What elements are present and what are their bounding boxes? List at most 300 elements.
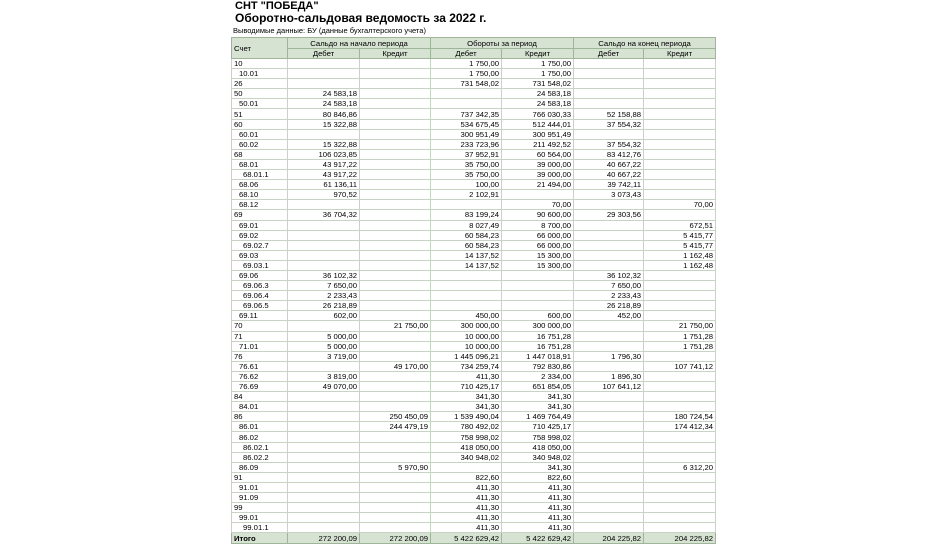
opening-debit-cell: 5 000,00: [288, 341, 360, 351]
opening-credit-cell: 244 479,19: [360, 422, 431, 432]
turnover-debit-cell: [431, 270, 502, 280]
opening-credit-cell: [360, 149, 431, 159]
closing-credit-cell: [644, 129, 716, 139]
table-row: [232, 523, 716, 533]
table-row: [232, 361, 716, 371]
closing-credit-cell: [644, 402, 716, 412]
turnover-debit-cell: [431, 462, 502, 472]
opening-debit-cell: [288, 240, 360, 250]
opening-credit-cell: 49 170,00: [360, 361, 431, 371]
opening-credit-cell: [360, 442, 431, 452]
column-header-account: Счет: [232, 38, 288, 59]
closing-credit-cell: [644, 371, 716, 381]
turnover-credit-cell: 15 300,00: [502, 260, 574, 270]
closing-debit-cell: [574, 472, 644, 482]
turnover-credit-cell: [502, 281, 574, 291]
table-row: [232, 382, 716, 392]
closing-credit-cell: [644, 270, 716, 280]
opening-debit-cell: 43 917,22: [288, 170, 360, 180]
opening-debit-cell: 80 846,86: [288, 109, 360, 119]
account-code: 76.62: [232, 371, 288, 381]
turnover-credit-cell: 758 998,02: [502, 432, 574, 442]
opening-debit-cell: 26 218,89: [288, 301, 360, 311]
closing-credit-cell: 174 412,34: [644, 422, 716, 432]
turnover-credit-cell: 24 583,18: [502, 89, 574, 99]
opening-debit-cell: [288, 432, 360, 442]
opening-debit-cell: 3 819,00: [288, 371, 360, 381]
table-row: [232, 452, 716, 462]
turnover-credit-cell: 1 469 764,49: [502, 412, 574, 422]
turnover-credit-cell: 411,30: [502, 482, 574, 492]
account-code: 71: [232, 331, 288, 341]
closing-debit-cell: [574, 523, 644, 533]
closing-debit-cell: [574, 422, 644, 432]
column-header-opening-credit: Кредит: [360, 49, 431, 59]
turnover-credit-cell: 24 583,18: [502, 99, 574, 109]
turnover-credit-cell: [502, 291, 574, 301]
opening-debit-cell: [288, 321, 360, 331]
column-header-turnover: Обороты за период: [431, 38, 574, 49]
closing-debit-cell: [574, 432, 644, 442]
closing-credit-cell: 6 312,20: [644, 462, 716, 472]
turnover-credit-cell: 411,30: [502, 503, 574, 513]
opening-credit-cell: [360, 270, 431, 280]
turnover-debit-cell: 60 584,23: [431, 230, 502, 240]
table-row: [232, 270, 716, 280]
account-code: 68.12: [232, 200, 288, 210]
turnover-credit-cell: 651 854,05: [502, 382, 574, 392]
turnover-credit-cell: 792 830,86: [502, 361, 574, 371]
closing-debit-cell: [574, 240, 644, 250]
closing-debit-cell: [574, 230, 644, 240]
turnover-credit-cell: 1 447 018,91: [502, 351, 574, 361]
turnover-debit-cell: [431, 89, 502, 99]
closing-debit-cell: [574, 442, 644, 452]
turnover-credit-cell: [502, 190, 574, 200]
balance-table: [231, 37, 716, 544]
opening-debit-cell: [288, 230, 360, 240]
closing-debit-cell: [574, 89, 644, 99]
turnover-credit-cell: 2 334,00: [502, 371, 574, 381]
total-turnover-debit: 5 422 629,42: [431, 533, 502, 544]
table-row: [232, 79, 716, 89]
table-row: [232, 230, 716, 240]
account-code: 69.02.7: [232, 240, 288, 250]
table-row: [232, 149, 716, 159]
account-code: 91.01: [232, 482, 288, 492]
closing-debit-cell: 40 667,22: [574, 170, 644, 180]
turnover-credit-cell: 822,60: [502, 472, 574, 482]
opening-credit-cell: [360, 59, 431, 69]
opening-debit-cell: [288, 422, 360, 432]
account-code: 69: [232, 210, 288, 220]
turnover-credit-cell: 70,00: [502, 200, 574, 210]
opening-credit-cell: [360, 260, 431, 270]
column-header-closing-debit: Дебет: [574, 49, 644, 59]
closing-credit-cell: 180 724,54: [644, 412, 716, 422]
table-row: [232, 59, 716, 69]
turnover-debit-cell: 411,30: [431, 371, 502, 381]
account-code: 10: [232, 59, 288, 69]
table-subheader-row: [232, 49, 716, 59]
turnover-debit-cell: 534 675,45: [431, 119, 502, 129]
opening-credit-cell: [360, 351, 431, 361]
closing-debit-cell: 39 742,11: [574, 180, 644, 190]
opening-credit-cell: [360, 180, 431, 190]
turnover-debit-cell: 60 584,23: [431, 240, 502, 250]
opening-debit-cell: [288, 129, 360, 139]
closing-debit-cell: 1 896,30: [574, 371, 644, 381]
turnover-credit-cell: 66 000,00: [502, 240, 574, 250]
total-opening-credit: 272 200,09: [360, 533, 431, 544]
turnover-debit-cell: 411,30: [431, 523, 502, 533]
opening-debit-cell: 15 322,88: [288, 119, 360, 129]
turnover-debit-cell: [431, 281, 502, 291]
closing-credit-cell: [644, 59, 716, 69]
closing-debit-cell: 7 650,00: [574, 281, 644, 291]
opening-debit-cell: [288, 250, 360, 260]
closing-debit-cell: [574, 482, 644, 492]
opening-debit-cell: 24 583,18: [288, 89, 360, 99]
account-code: 76.69: [232, 382, 288, 392]
turnover-debit-cell: 14 137,52: [431, 250, 502, 260]
turnover-debit-cell: 10 000,00: [431, 331, 502, 341]
opening-debit-cell: [288, 452, 360, 462]
turnover-debit-cell: [431, 200, 502, 210]
table-row: [232, 240, 716, 250]
opening-credit-cell: [360, 159, 431, 169]
table-row: [232, 190, 716, 200]
closing-credit-cell: [644, 149, 716, 159]
closing-credit-cell: [644, 89, 716, 99]
opening-credit-cell: [360, 230, 431, 240]
turnover-credit-cell: 1 750,00: [502, 69, 574, 79]
closing-credit-cell: [644, 180, 716, 190]
closing-credit-cell: [644, 119, 716, 129]
closing-credit-cell: [644, 472, 716, 482]
table-row: [232, 99, 716, 109]
opening-debit-cell: [288, 69, 360, 79]
closing-credit-cell: [644, 139, 716, 149]
table-row: [232, 442, 716, 452]
closing-debit-cell: 40 667,22: [574, 159, 644, 169]
closing-debit-cell: [574, 503, 644, 513]
table-row: [232, 462, 716, 472]
opening-debit-cell: [288, 200, 360, 210]
opening-debit-cell: [288, 260, 360, 270]
opening-credit-cell: [360, 79, 431, 89]
turnover-debit-cell: 233 723,96: [431, 139, 502, 149]
opening-credit-cell: [360, 99, 431, 109]
table-row: [232, 493, 716, 503]
turnover-credit-cell: 211 492,52: [502, 139, 574, 149]
opening-credit-cell: [360, 331, 431, 341]
turnover-credit-cell: 710 425,17: [502, 422, 574, 432]
closing-debit-cell: [574, 321, 644, 331]
turnover-credit-cell: 66 000,00: [502, 230, 574, 240]
account-code: 70: [232, 321, 288, 331]
table-row: [232, 311, 716, 321]
opening-debit-cell: 970,52: [288, 190, 360, 200]
opening-credit-cell: [360, 301, 431, 311]
turnover-debit-cell: 411,30: [431, 493, 502, 503]
closing-debit-cell: 83 412,76: [574, 149, 644, 159]
opening-debit-cell: 43 917,22: [288, 159, 360, 169]
opening-credit-cell: [360, 240, 431, 250]
table-row: [232, 402, 716, 412]
turnover-debit-cell: 37 952,91: [431, 149, 502, 159]
table-row: [232, 331, 716, 341]
opening-credit-cell: [360, 89, 431, 99]
total-closing-debit: 204 225,82: [574, 533, 644, 544]
account-code: 86.09: [232, 462, 288, 472]
turnover-credit-cell: 411,30: [502, 523, 574, 533]
opening-credit-cell: [360, 432, 431, 442]
account-code: 71.01: [232, 341, 288, 351]
turnover-debit-cell: 341,30: [431, 402, 502, 412]
opening-debit-cell: 2 233,43: [288, 291, 360, 301]
account-code: 76.61: [232, 361, 288, 371]
opening-debit-cell: 36 704,32: [288, 210, 360, 220]
total-row: [232, 533, 716, 544]
turnover-credit-cell: 39 000,00: [502, 159, 574, 169]
table-row: [232, 220, 716, 230]
closing-debit-cell: [574, 250, 644, 260]
table-row: [232, 89, 716, 99]
closing-credit-cell: 21 750,00: [644, 321, 716, 331]
total-label: Итого: [232, 533, 288, 544]
opening-credit-cell: 21 750,00: [360, 321, 431, 331]
turnover-debit-cell: 10 000,00: [431, 341, 502, 351]
table-row: [232, 432, 716, 442]
column-header-closing-balance: Сальдо на конец периода: [574, 38, 716, 49]
turnover-debit-cell: 411,30: [431, 503, 502, 513]
closing-credit-cell: [644, 210, 716, 220]
opening-debit-cell: [288, 59, 360, 69]
opening-credit-cell: [360, 170, 431, 180]
turnover-credit-cell: 60 564,00: [502, 149, 574, 159]
account-code: 76: [232, 351, 288, 361]
turnover-debit-cell: 100,00: [431, 180, 502, 190]
table-row: [232, 170, 716, 180]
turnover-debit-cell: 300 951,49: [431, 129, 502, 139]
table-row: [232, 200, 716, 210]
turnover-credit-cell: 766 030,33: [502, 109, 574, 119]
account-code: 86: [232, 412, 288, 422]
closing-credit-cell: 5 415,77: [644, 230, 716, 240]
closing-debit-cell: 452,00: [574, 311, 644, 321]
opening-debit-cell: [288, 220, 360, 230]
table-row: [232, 180, 716, 190]
table-body: [232, 59, 716, 533]
organization-name: СНТ "ПОБЕДА": [235, 0, 319, 12]
account-code: 69.06.3: [232, 281, 288, 291]
closing-debit-cell: [574, 341, 644, 351]
turnover-debit-cell: 300 000,00: [431, 321, 502, 331]
closing-debit-cell: [574, 220, 644, 230]
closing-debit-cell: [574, 412, 644, 422]
account-code: 10.01: [232, 69, 288, 79]
opening-debit-cell: [288, 361, 360, 371]
table-row: [232, 321, 716, 331]
account-code: 69.03.1: [232, 260, 288, 270]
closing-debit-cell: [574, 392, 644, 402]
opening-credit-cell: [360, 69, 431, 79]
turnover-debit-cell: 737 342,35: [431, 109, 502, 119]
column-header-turnover-debit: Дебет: [431, 49, 502, 59]
opening-credit-cell: [360, 109, 431, 119]
opening-debit-cell: 602,00: [288, 311, 360, 321]
table-row: [232, 250, 716, 260]
turnover-debit-cell: 2 102,91: [431, 190, 502, 200]
opening-credit-cell: 5 970,90: [360, 462, 431, 472]
closing-debit-cell: [574, 79, 644, 89]
table-row: [232, 159, 716, 169]
table-row: [232, 210, 716, 220]
opening-debit-cell: 49 070,00: [288, 382, 360, 392]
table-row: [232, 392, 716, 402]
opening-debit-cell: 5 000,00: [288, 331, 360, 341]
account-code: 91: [232, 472, 288, 482]
turnover-debit-cell: 340 948,02: [431, 452, 502, 462]
account-code: 51: [232, 109, 288, 119]
account-code: 99: [232, 503, 288, 513]
turnover-credit-cell: 16 751,28: [502, 341, 574, 351]
turnover-debit-cell: 1 539 490,04: [431, 412, 502, 422]
opening-credit-cell: [360, 503, 431, 513]
turnover-debit-cell: 1 445 096,21: [431, 351, 502, 361]
account-code: 60: [232, 119, 288, 129]
turnover-credit-cell: 600,00: [502, 311, 574, 321]
account-code: 84.01: [232, 402, 288, 412]
account-code: 86.01: [232, 422, 288, 432]
closing-credit-cell: [644, 170, 716, 180]
closing-credit-cell: [644, 442, 716, 452]
opening-credit-cell: [360, 493, 431, 503]
closing-credit-cell: 107 741,12: [644, 361, 716, 371]
closing-debit-cell: [574, 200, 644, 210]
opening-debit-cell: 3 719,00: [288, 351, 360, 361]
closing-credit-cell: 1 751,28: [644, 331, 716, 341]
closing-credit-cell: 70,00: [644, 200, 716, 210]
column-header-opening-balance: Сальдо на начало периода: [288, 38, 431, 49]
account-code: 69.11: [232, 311, 288, 321]
table-row: [232, 351, 716, 361]
account-code: 86.02.1: [232, 442, 288, 452]
opening-credit-cell: [360, 220, 431, 230]
column-header-closing-credit: Кредит: [644, 49, 716, 59]
table-row: [232, 422, 716, 432]
turnover-debit-cell: 450,00: [431, 311, 502, 321]
opening-credit-cell: [360, 119, 431, 129]
turnover-debit-cell: 35 750,00: [431, 170, 502, 180]
closing-credit-cell: [644, 392, 716, 402]
closing-debit-cell: [574, 99, 644, 109]
table-row: [232, 503, 716, 513]
turnover-credit-cell: 8 700,00: [502, 220, 574, 230]
closing-credit-cell: [644, 452, 716, 462]
table-row: [232, 281, 716, 291]
account-code: 68.01.1: [232, 170, 288, 180]
opening-credit-cell: [360, 311, 431, 321]
table-row: [232, 291, 716, 301]
closing-credit-cell: [644, 351, 716, 361]
opening-credit-cell: 250 450,09: [360, 412, 431, 422]
closing-credit-cell: [644, 291, 716, 301]
opening-credit-cell: [360, 482, 431, 492]
opening-credit-cell: [360, 250, 431, 260]
account-code: 50.01: [232, 99, 288, 109]
table-row: [232, 129, 716, 139]
opening-credit-cell: [360, 281, 431, 291]
turnover-credit-cell: 300 000,00: [502, 321, 574, 331]
closing-debit-cell: [574, 462, 644, 472]
account-code: 86.02.2: [232, 452, 288, 462]
closing-debit-cell: 52 158,88: [574, 109, 644, 119]
turnover-debit-cell: 822,60: [431, 472, 502, 482]
opening-credit-cell: [360, 513, 431, 523]
closing-credit-cell: [644, 190, 716, 200]
account-code: 60.02: [232, 139, 288, 149]
closing-credit-cell: 1 751,28: [644, 341, 716, 351]
closing-credit-cell: [644, 69, 716, 79]
opening-debit-cell: [288, 482, 360, 492]
closing-credit-cell: [644, 493, 716, 503]
turnover-credit-cell: 418 050,00: [502, 442, 574, 452]
opening-credit-cell: [360, 190, 431, 200]
account-code: 68.01: [232, 159, 288, 169]
table-row: [232, 341, 716, 351]
account-code: 69.03: [232, 250, 288, 260]
closing-debit-cell: [574, 129, 644, 139]
opening-credit-cell: [360, 402, 431, 412]
turnover-credit-cell: 341,30: [502, 402, 574, 412]
turnover-debit-cell: 780 492,02: [431, 422, 502, 432]
account-code: 99.01.1: [232, 523, 288, 533]
closing-debit-cell: 37 554,32: [574, 139, 644, 149]
account-code: 69.02: [232, 230, 288, 240]
turnover-debit-cell: 411,30: [431, 482, 502, 492]
report-subtitle: Выводимые данные: БУ (данные бухгалтерского учета): [233, 26, 426, 35]
closing-debit-cell: [574, 402, 644, 412]
opening-debit-cell: [288, 442, 360, 452]
turnover-debit-cell: 1 750,00: [431, 59, 502, 69]
opening-debit-cell: [288, 402, 360, 412]
opening-credit-cell: [360, 392, 431, 402]
account-code: 91.09: [232, 493, 288, 503]
account-code: 50: [232, 89, 288, 99]
table-row: [232, 301, 716, 311]
turnover-debit-cell: 35 750,00: [431, 159, 502, 169]
opening-debit-cell: [288, 79, 360, 89]
turnover-credit-cell: 300 951,49: [502, 129, 574, 139]
opening-credit-cell: [360, 200, 431, 210]
turnover-credit-cell: 15 300,00: [502, 250, 574, 260]
account-code: 68.10: [232, 190, 288, 200]
account-code: 99.01: [232, 513, 288, 523]
closing-credit-cell: [644, 382, 716, 392]
turnover-credit-cell: 39 000,00: [502, 170, 574, 180]
closing-credit-cell: [644, 301, 716, 311]
total-opening-debit: 272 200,09: [288, 533, 360, 544]
closing-debit-cell: [574, 452, 644, 462]
closing-debit-cell: [574, 361, 644, 371]
closing-debit-cell: [574, 59, 644, 69]
turnover-debit-cell: 731 548,02: [431, 79, 502, 89]
account-code: 69.06: [232, 270, 288, 280]
closing-credit-cell: 1 162,48: [644, 250, 716, 260]
turnover-credit-cell: [502, 270, 574, 280]
